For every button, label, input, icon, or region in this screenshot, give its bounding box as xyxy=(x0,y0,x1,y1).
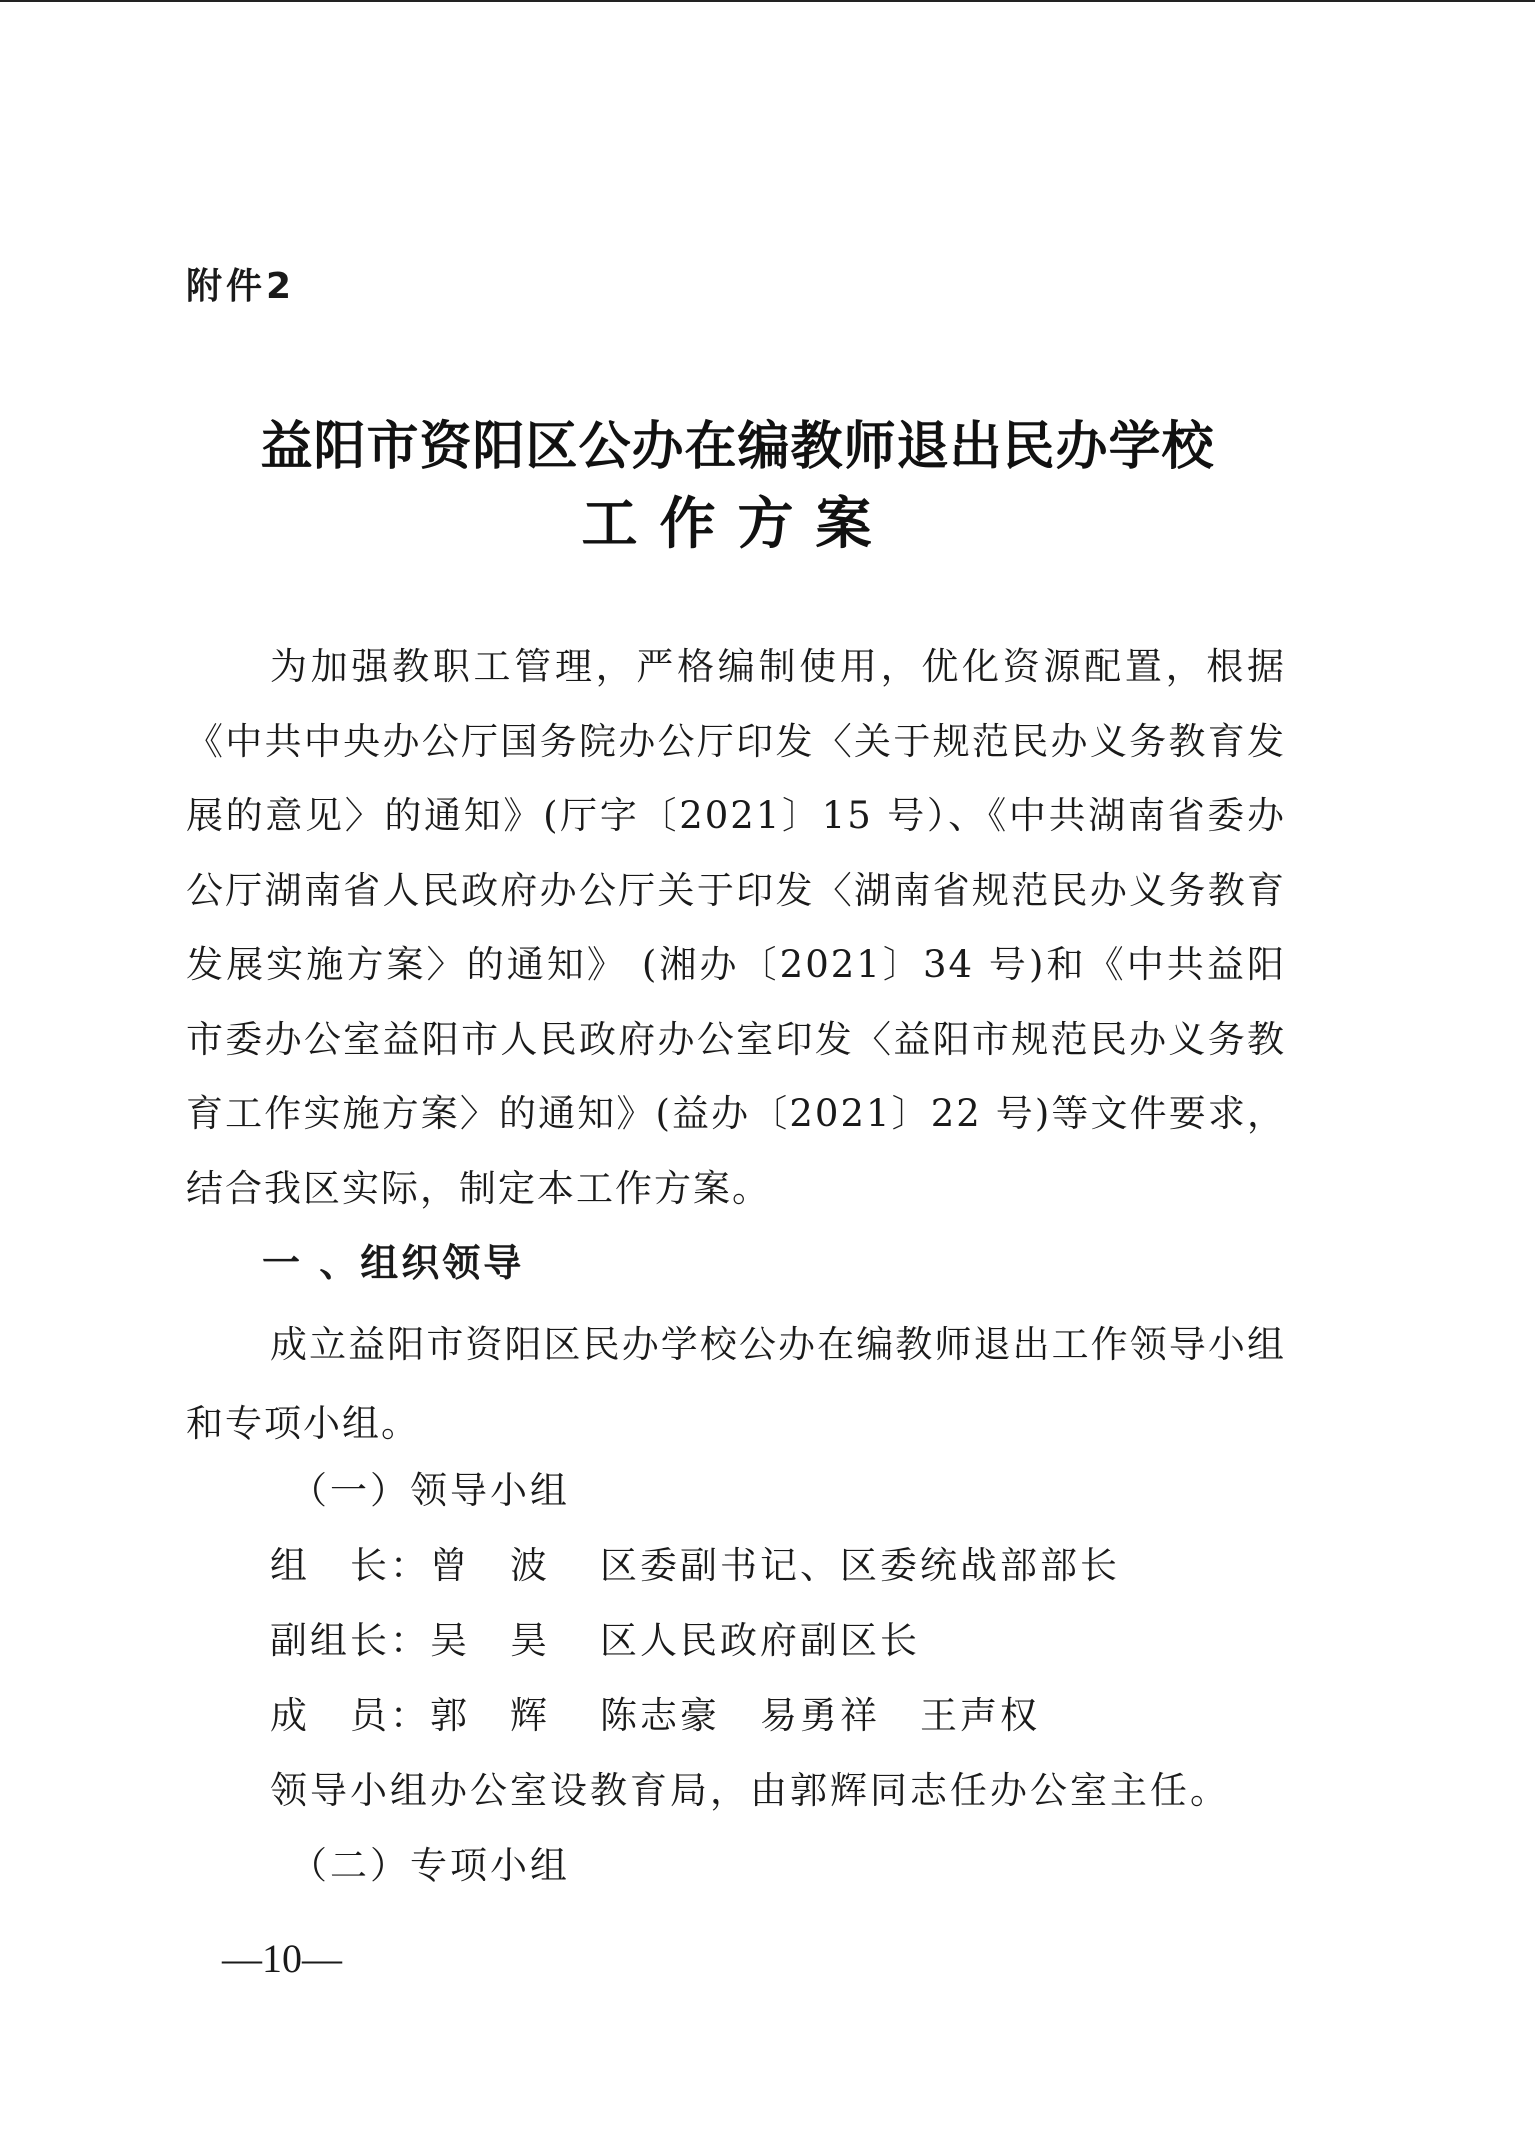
section1-paragraph: 成立益阳市资阳区民办学校公办在编教师退出工作领导小组和专项小组。 xyxy=(186,1323,1286,1445)
subsection2-heading: （二）专项小组 xyxy=(290,1844,570,1887)
document-title-line2: 工作方案 xyxy=(581,492,894,557)
member-name: 陈志豪 xyxy=(600,1694,720,1737)
top-border xyxy=(0,0,1535,2)
deputy-name: 吴 昊 xyxy=(430,1619,550,1662)
leader-label: 组 长： xyxy=(270,1544,430,1587)
attachment-label: 附件2 xyxy=(186,266,296,307)
member-name: 郭 辉 xyxy=(430,1694,550,1737)
members-row xyxy=(270,1685,1040,1739)
member-name: 王声权 xyxy=(920,1694,1040,1737)
members-label: 成 员： xyxy=(270,1694,430,1737)
page-number: —10— xyxy=(222,1936,342,1981)
leader-row xyxy=(270,1535,1120,1589)
document-title-line1: 益阳市资阳区公办在编教师退出民办学校 xyxy=(260,417,1215,477)
deputy-row xyxy=(270,1610,920,1664)
office-note: 领导小组办公室设教育局，由郭辉同志任办公室主任。 xyxy=(270,1769,1230,1812)
intro-paragraph: 为加强教职工管理，严格编制使用，优化资源配置，根据《中共中央办公厅国务院办公厅印发〈关于规范民办义务教育发展的意见〉的通知》(厅字〔2021〕15 号）、《中共湖南省委办公厅湖南省人民政府办公厅关于印发〈湖南省规范民办义务教育发展实施方案〉的通知》 (湘办〔2021〕34 号)和《中共益阳市委办公室益阳市人民政府办公室印发〈益阳市规范民办义务教育工作实施方案〉的通知》(益办〔2021〕22 号)等文件要求，结合我区实际，制定本工作方案。 xyxy=(186,645,1286,1210)
leader-name: 曾 波 xyxy=(430,1544,550,1587)
member-name: 易勇祥 xyxy=(760,1694,880,1737)
deputy-label: 副组长： xyxy=(270,1619,430,1662)
leader-position: 区委副书记、区委统战部部长 xyxy=(600,1544,1120,1587)
subsection1-heading: （一）领导小组 xyxy=(290,1469,570,1512)
section1-heading: 一 、组织领导 xyxy=(262,1241,525,1285)
deputy-position: 区人民政府副区长 xyxy=(600,1619,920,1662)
